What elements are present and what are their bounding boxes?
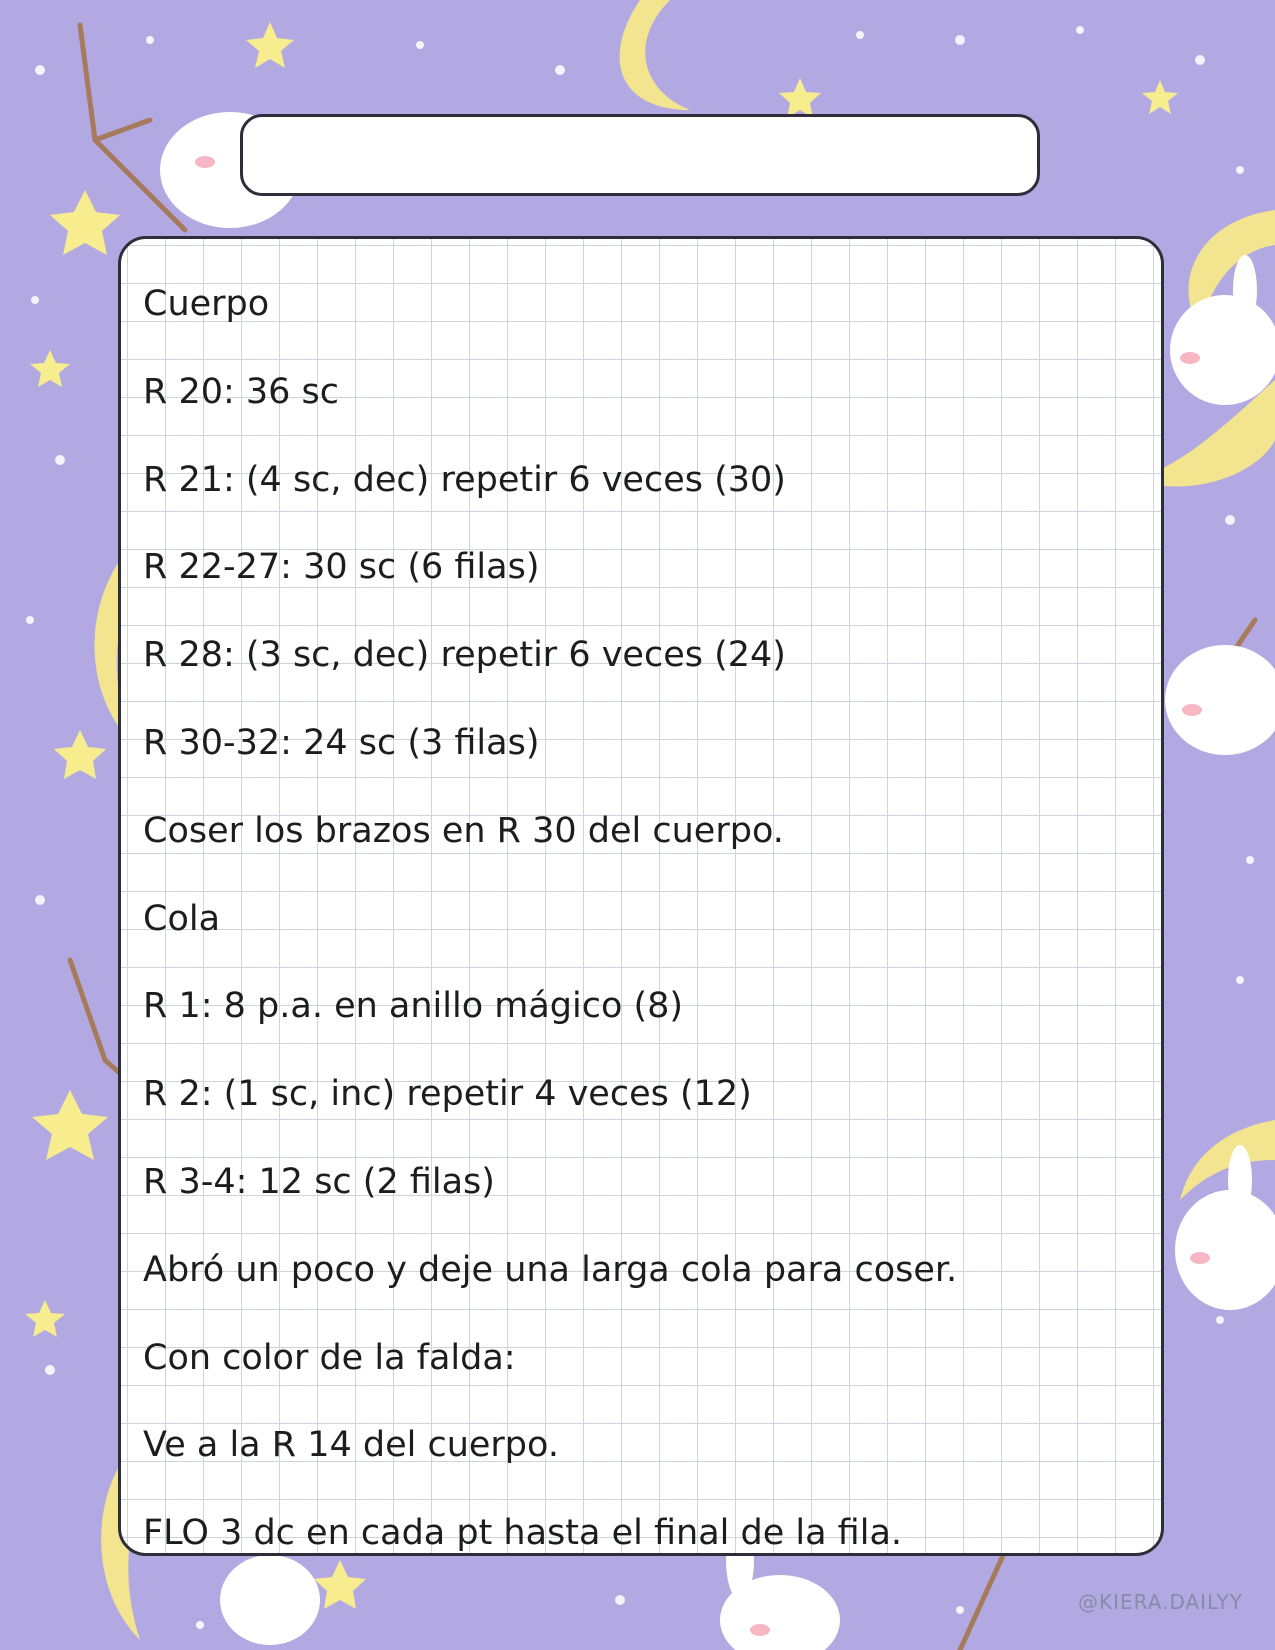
pattern-row: R 22-27: 30 sc (6 filas): [143, 547, 540, 588]
pattern-row: R 2: (1 sc, inc) repetir 4 veces (12): [143, 1074, 752, 1115]
pattern-row: R 1: 8 p.a. en anillo mágico (8): [143, 986, 684, 1027]
pattern-note: Abró un poco y deje una larga cola para coser.: [143, 1249, 958, 1290]
title-box: [240, 114, 1040, 196]
pattern-note: Coser los brazos en R 30 del cuerpo.: [143, 810, 784, 851]
pattern-row: R 30-32: 24 sc (3 filas): [143, 722, 540, 763]
section-heading-cola: Cola: [143, 898, 221, 939]
watermark-handle: @KIERA.DAILYY: [1078, 1590, 1243, 1614]
pattern-text: [143, 261, 1143, 1556]
pattern-row: R 20: 36 sc: [143, 371, 340, 412]
pattern-note: Ve a la R 14 del cuerpo.: [143, 1425, 559, 1466]
grid-paper-sheet: [118, 236, 1164, 1556]
pattern-note: Con color de la falda:: [143, 1337, 516, 1378]
section-heading-cuerpo: Cuerpo: [143, 284, 270, 324]
pattern-row: R 21: (4 sc, dec) repetir 6 veces (30): [143, 459, 786, 500]
pattern-note: FLO 3 dc en cada pt hasta el final de la fila.: [143, 1513, 903, 1554]
pattern-row: R 3-4: 12 sc (2 filas): [143, 1161, 495, 1202]
pattern-row: R 28: (3 sc, dec) repetir 6 veces (24): [143, 635, 786, 676]
